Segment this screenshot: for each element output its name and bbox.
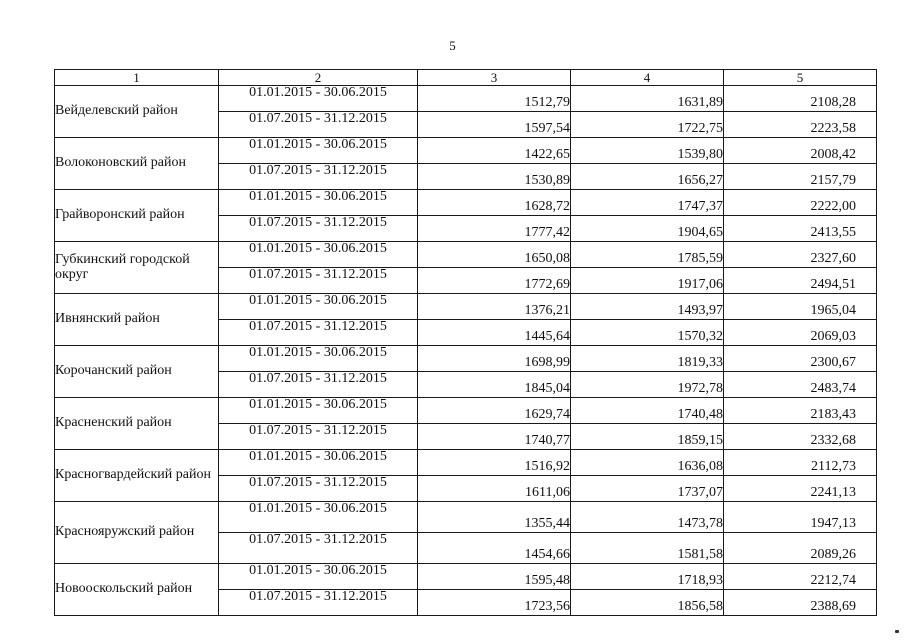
period-cell: 01.01.2015 - 30.06.2015	[219, 564, 418, 590]
header-cell-4: 4	[571, 70, 724, 86]
value-col4-cell: 1740,48	[571, 398, 724, 424]
header-row	[55, 70, 877, 86]
table-row	[55, 86, 877, 112]
table-body	[55, 86, 877, 616]
value-col3-cell: 1628,72	[418, 190, 571, 216]
value-col5-cell: 2413,55	[724, 216, 877, 242]
period-cell: 01.01.2015 - 30.06.2015	[219, 242, 418, 268]
value-col4-cell: 1570,32	[571, 320, 724, 346]
value-col4-cell: 1722,75	[571, 112, 724, 138]
period-cell: 01.01.2015 - 30.06.2015	[219, 190, 418, 216]
value-col4-cell: 1917,06	[571, 268, 724, 294]
district-cell: Краснояружский район	[55, 502, 219, 564]
period-cell: 01.07.2015 - 31.12.2015	[219, 424, 418, 450]
period-cell: 01.07.2015 - 31.12.2015	[219, 590, 418, 616]
value-col3-cell: 1740,77	[418, 424, 571, 450]
value-col3-cell: 1516,92	[418, 450, 571, 476]
district-cell: Красненский район	[55, 398, 219, 450]
value-col3-cell: 1454,66	[418, 533, 571, 564]
table-row	[55, 294, 877, 320]
value-col4-cell: 1718,93	[571, 564, 724, 590]
value-col4-cell: 1904,65	[571, 216, 724, 242]
header-cell-5: 5	[724, 70, 877, 86]
period-cell: 01.07.2015 - 31.12.2015	[219, 533, 418, 564]
district-cell: Красногвардейский район	[55, 450, 219, 502]
value-col5-cell: 2300,67	[724, 346, 877, 372]
value-col4-cell: 1856,58	[571, 590, 724, 616]
value-col5-cell: 1947,13	[724, 502, 877, 533]
value-col5-cell: 2332,68	[724, 424, 877, 450]
value-col4-cell: 1747,37	[571, 190, 724, 216]
value-col5-cell: 2483,74	[724, 372, 877, 398]
value-col5-cell: 2222,00	[724, 190, 877, 216]
value-col4-cell: 1473,78	[571, 502, 724, 533]
table-row	[55, 346, 877, 372]
value-col5-cell: 2108,28	[724, 86, 877, 112]
value-col3-cell: 1772,69	[418, 268, 571, 294]
value-col5-cell: 2388,69	[724, 590, 877, 616]
period-cell: 01.01.2015 - 30.06.2015	[219, 138, 418, 164]
period-cell: 01.07.2015 - 31.12.2015	[219, 216, 418, 242]
value-col4-cell: 1636,08	[571, 450, 724, 476]
value-col4-cell: 1972,78	[571, 372, 724, 398]
value-col3-cell: 1512,79	[418, 86, 571, 112]
value-col4-cell: 1581,58	[571, 533, 724, 564]
value-col3-cell: 1376,21	[418, 294, 571, 320]
table-header	[55, 70, 877, 86]
value-col4-cell: 1819,33	[571, 346, 724, 372]
period-cell: 01.01.2015 - 30.06.2015	[219, 346, 418, 372]
table-row	[55, 242, 877, 268]
value-col4-cell: 1631,89	[571, 86, 724, 112]
value-col3-cell: 1650,08	[418, 242, 571, 268]
table-row	[55, 190, 877, 216]
page-number: 5	[449, 38, 456, 53]
table-row	[55, 564, 877, 590]
period-cell: 01.01.2015 - 30.06.2015	[219, 86, 418, 112]
value-col3-cell: 1422,65	[418, 138, 571, 164]
header-cell-1: 1	[55, 70, 219, 86]
period-cell: 01.01.2015 - 30.06.2015	[219, 450, 418, 476]
value-col3-cell: 1597,54	[418, 112, 571, 138]
value-col5-cell: 2157,79	[724, 164, 877, 190]
value-col4-cell: 1785,59	[571, 242, 724, 268]
tariff-table	[54, 69, 877, 616]
district-cell: Грайворонский район	[55, 190, 219, 242]
district-cell: Волоконовский район	[55, 138, 219, 190]
value-col3-cell: 1629,74	[418, 398, 571, 424]
header-cell-3: 3	[418, 70, 571, 86]
value-col3-cell: 1530,89	[418, 164, 571, 190]
table-row	[55, 138, 877, 164]
district-cell: Вейделевский район	[55, 86, 219, 138]
value-col5-cell: 1965,04	[724, 294, 877, 320]
value-col4-cell: 1539,80	[571, 138, 724, 164]
value-col3-cell: 1445,64	[418, 320, 571, 346]
value-col5-cell: 2008,42	[724, 138, 877, 164]
period-cell: 01.07.2015 - 31.12.2015	[219, 164, 418, 190]
period-cell: 01.07.2015 - 31.12.2015	[219, 320, 418, 346]
value-col5-cell: 2212,74	[724, 564, 877, 590]
period-cell: 01.07.2015 - 31.12.2015	[219, 268, 418, 294]
value-col5-cell: 2223,58	[724, 112, 877, 138]
district-cell: Ивнянский район	[55, 294, 219, 346]
value-col5-cell: 2241,13	[724, 476, 877, 502]
value-col5-cell: 2089,26	[724, 533, 877, 564]
period-cell: 01.01.2015 - 30.06.2015	[219, 398, 418, 424]
value-col3-cell: 1355,44	[418, 502, 571, 533]
period-cell: 01.01.2015 - 30.06.2015	[219, 502, 418, 533]
value-col3-cell: 1723,56	[418, 590, 571, 616]
district-cell: Губкинский городской округ	[55, 242, 219, 294]
value-col5-cell: 2069,03	[724, 320, 877, 346]
scan-artifact	[895, 630, 899, 633]
period-cell: 01.01.2015 - 30.06.2015	[219, 294, 418, 320]
value-col3-cell: 1595,48	[418, 564, 571, 590]
period-cell: 01.07.2015 - 31.12.2015	[219, 476, 418, 502]
table-row	[55, 450, 877, 476]
value-col4-cell: 1737,07	[571, 476, 724, 502]
value-col4-cell: 1859,15	[571, 424, 724, 450]
value-col3-cell: 1698,99	[418, 346, 571, 372]
value-col5-cell: 2494,51	[724, 268, 877, 294]
value-col5-cell: 2327,60	[724, 242, 877, 268]
period-cell: 01.07.2015 - 31.12.2015	[219, 372, 418, 398]
table-row	[55, 398, 877, 424]
value-col3-cell: 1777,42	[418, 216, 571, 242]
value-col4-cell: 1656,27	[571, 164, 724, 190]
district-cell: Новооскольский район	[55, 564, 219, 616]
header-cell-2: 2	[219, 70, 418, 86]
table-row	[55, 502, 877, 533]
district-cell: Корочанский район	[55, 346, 219, 398]
period-cell: 01.07.2015 - 31.12.2015	[219, 112, 418, 138]
value-col5-cell: 2112,73	[724, 450, 877, 476]
value-col3-cell: 1611,06	[418, 476, 571, 502]
value-col3-cell: 1845,04	[418, 372, 571, 398]
value-col5-cell: 2183,43	[724, 398, 877, 424]
value-col4-cell: 1493,97	[571, 294, 724, 320]
